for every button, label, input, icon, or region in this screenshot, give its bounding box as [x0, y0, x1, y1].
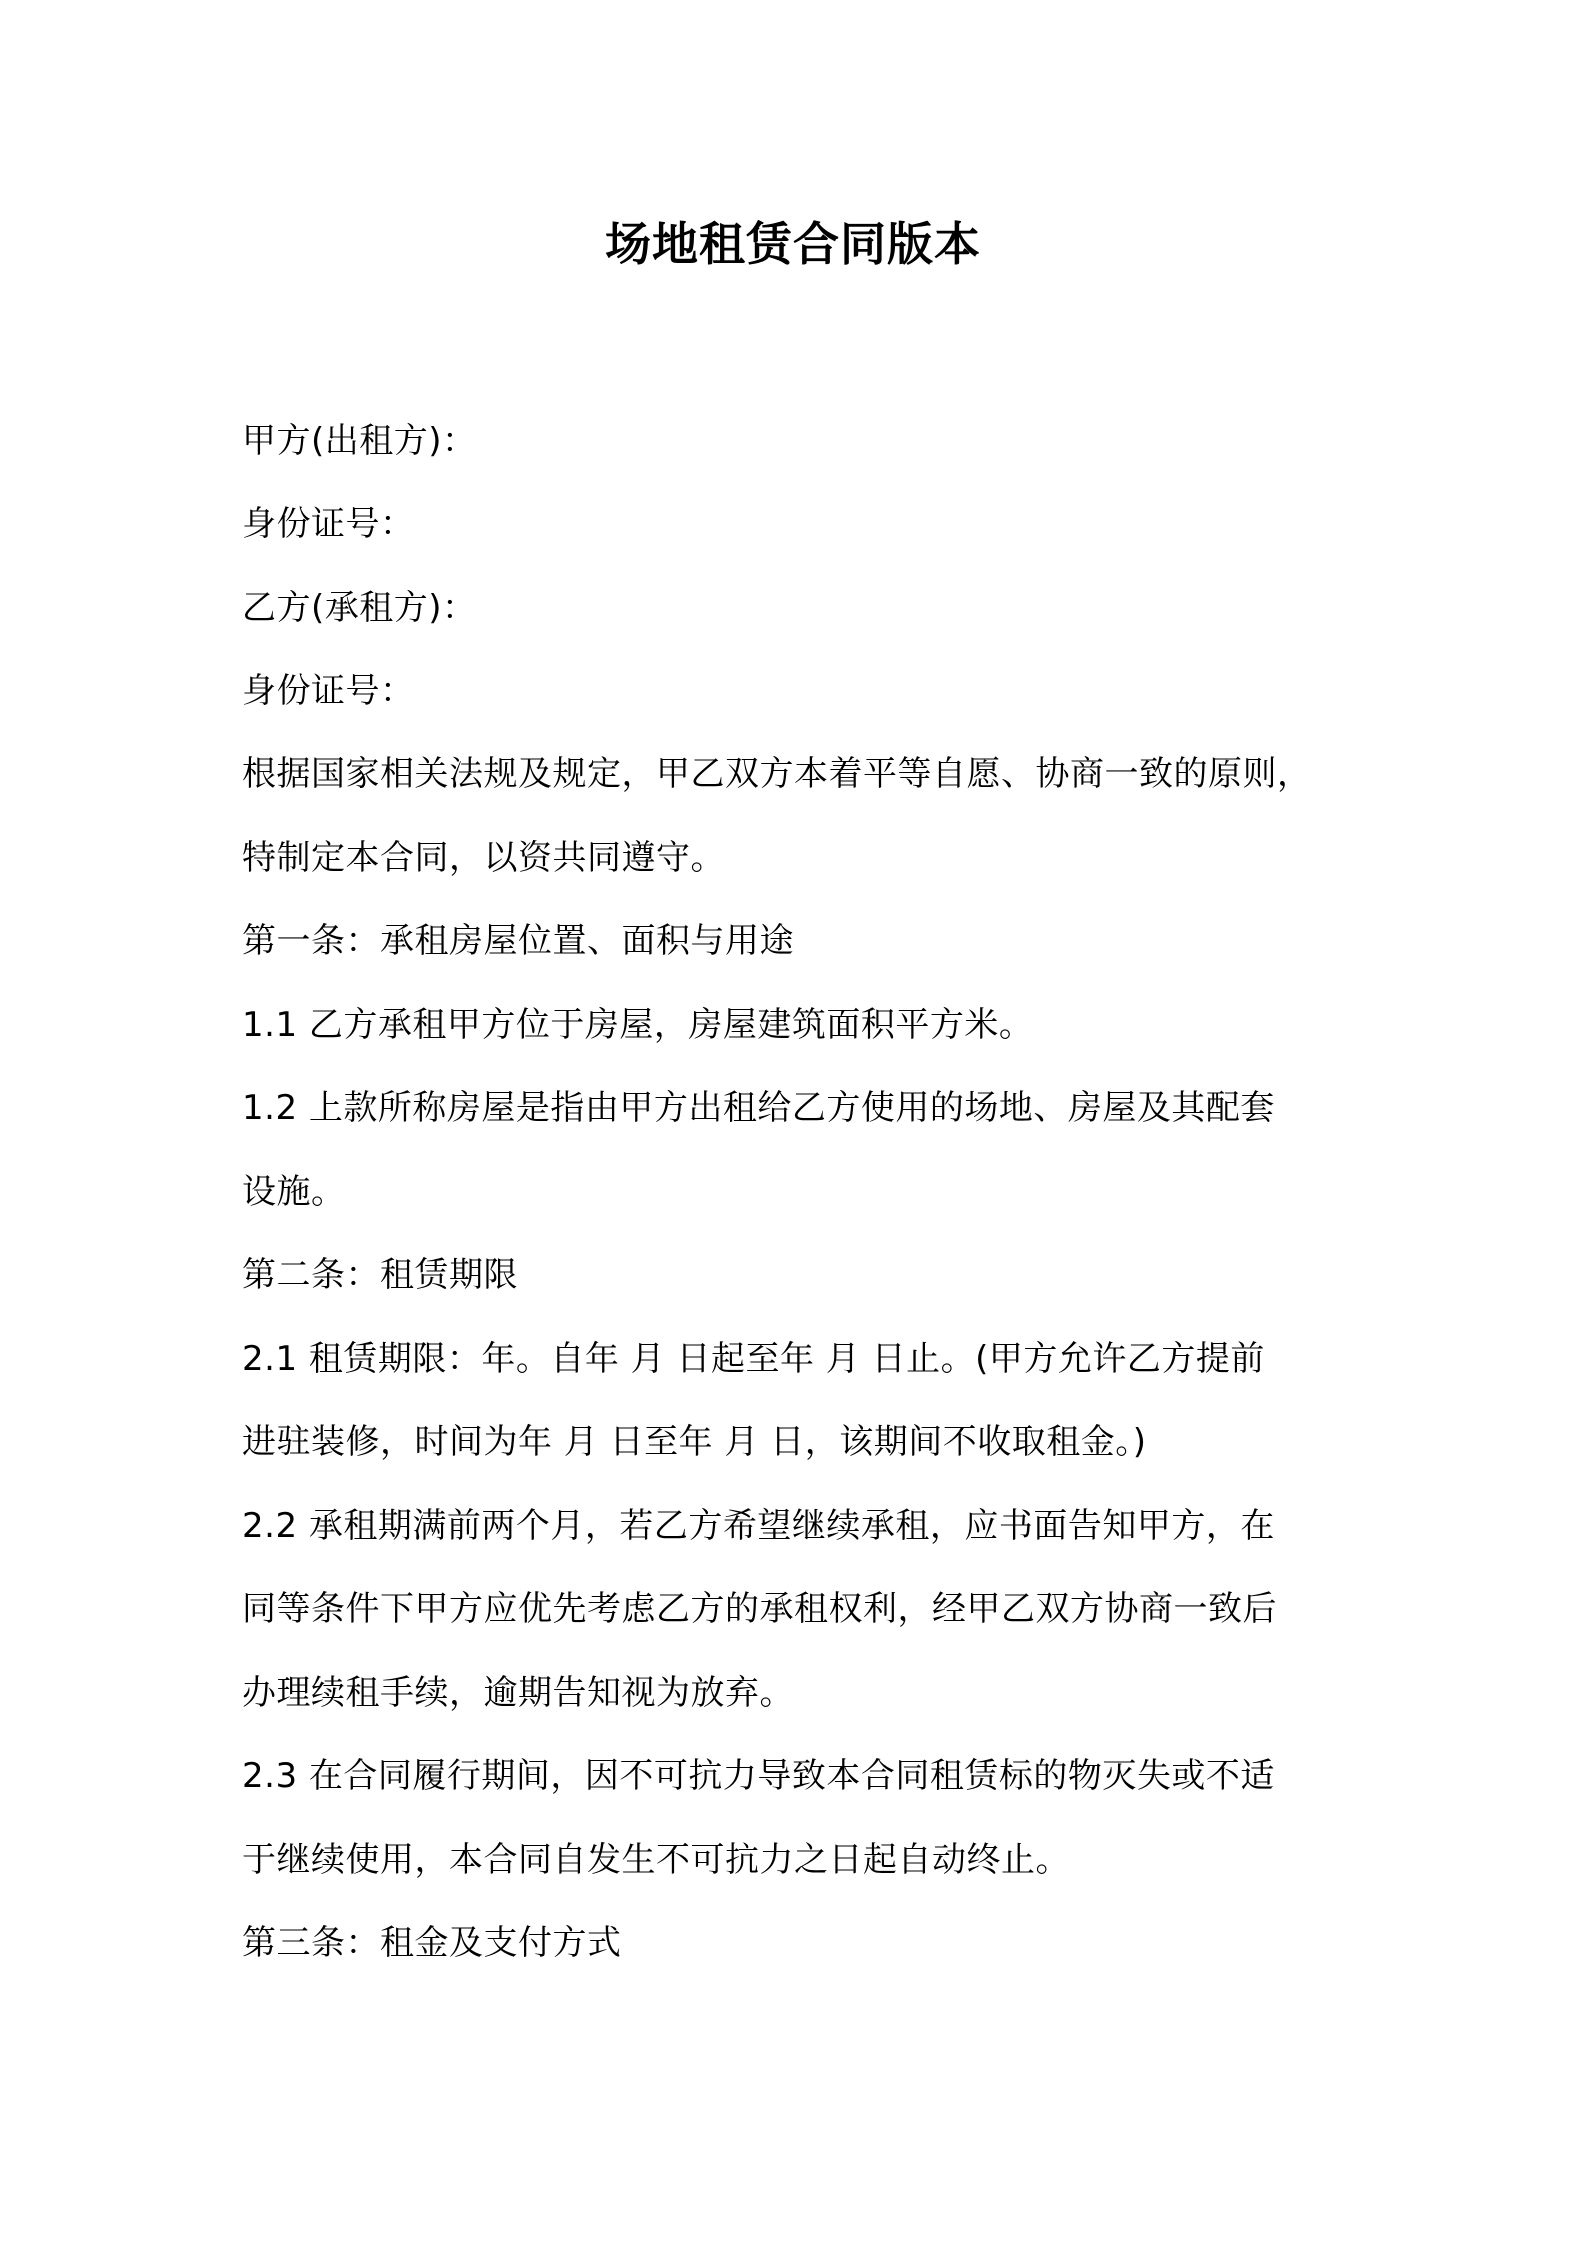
- clause-2-2-line-3: 办理续租手续，逾期告知视为放弃。: [242, 1673, 794, 1713]
- article-2-heading: 第二条：租赁期限: [242, 1255, 518, 1295]
- preamble-line-2: 特制定本合同，以资共同遵守。: [242, 838, 725, 878]
- clause-1-2-line-1: 1.2 上款所称房屋是指由甲方出租给乙方使用的场地、房屋及其配套: [242, 1088, 1275, 1128]
- clause-1-1: 1.1 乙方承租甲方位于房屋，房屋建筑面积平方米。: [242, 1005, 1034, 1045]
- party-b-lessee: 乙方(承租方)：: [242, 588, 477, 628]
- document-title: 场地租赁合同版本: [605, 217, 981, 271]
- article-3-heading: 第三条：租金及支付方式: [242, 1923, 622, 1963]
- clause-2-2-line-1: 2.2 承租期满前两个月，若乙方希望继续承租，应书面告知甲方，在: [242, 1506, 1275, 1546]
- party-a-lessor: 甲方(出租方)：: [242, 421, 477, 461]
- clause-1-2-line-2: 设施。: [242, 1172, 346, 1212]
- article-1-heading: 第一条：承租房屋位置、面积与用途: [242, 921, 794, 961]
- clause-2-1-line-2: 进驻装修，时间为年 月 日至年 月 日，该期间不收取租金。): [242, 1422, 1147, 1462]
- party-a-id-number: 身份证号：: [242, 504, 415, 544]
- clause-2-3-line-2: 于继续使用，本合同自发生不可抗力之日起自动终止。: [242, 1840, 1070, 1880]
- clause-2-3-line-1: 2.3 在合同履行期间，因不可抗力导致本合同租赁标的物灭失或不适: [242, 1756, 1275, 1796]
- party-b-id-number: 身份证号：: [242, 671, 415, 711]
- clause-2-1-line-1: 2.1 租赁期限：年。自年 月 日起至年 月 日止。(甲方允许乙方提前: [242, 1339, 1265, 1379]
- preamble-line-1: 根据国家相关法规及规定，甲乙双方本着平等自愿、协商一致的原则，: [242, 754, 1312, 794]
- clause-2-2-line-2: 同等条件下甲方应优先考虑乙方的承租权利，经甲乙双方协商一致后: [242, 1589, 1277, 1629]
